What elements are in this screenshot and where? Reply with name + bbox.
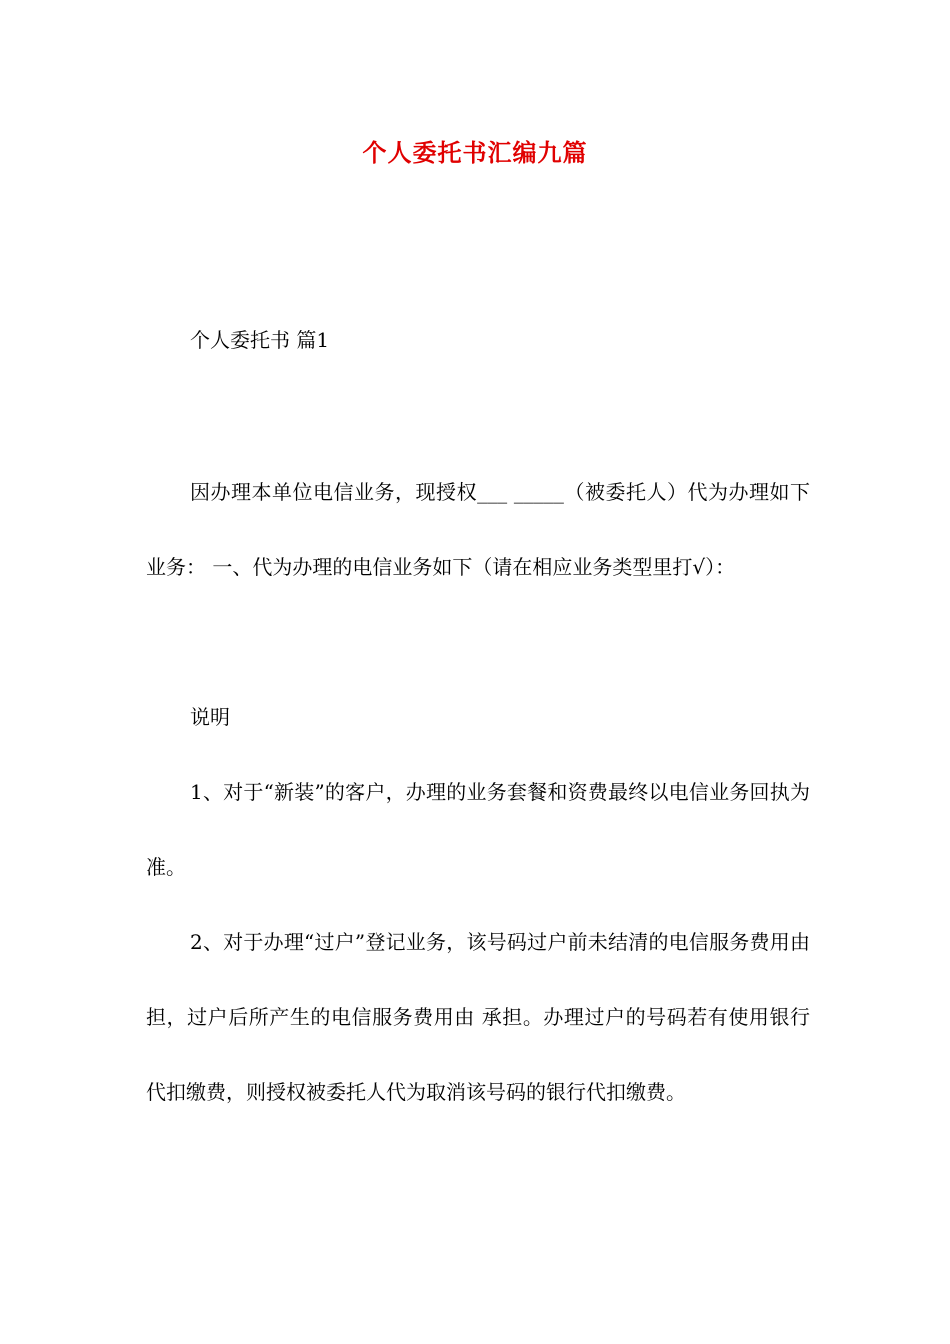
paragraph-note-heading: 说明	[190, 705, 230, 729]
section-heading: 个人委托书 篇1	[190, 328, 330, 352]
paragraph-note-1: 1、对于“新装”的客户，办理的业务套餐和资费最终以电信业务回执为准。	[146, 780, 810, 879]
paragraph-authorization: 因办理本单位电信业务，现授权___ _____（被委托人）代为办理如下业务： 一、代为办理的电信业务如下（请在相应业务类型里打√）：	[146, 480, 810, 579]
document-title: 个人委托书汇编九篇	[362, 138, 588, 167]
paragraph-note-2: 2、对于办理“过户”登记业务，该号码过户前未结清的电信服务费用由担，过户后所产生的电信服务费用由 承担。办理过户的号码若有使用银行代扣缴费，则授权被委托人代为取消该号码的银行代扣缴费。	[146, 930, 810, 1104]
